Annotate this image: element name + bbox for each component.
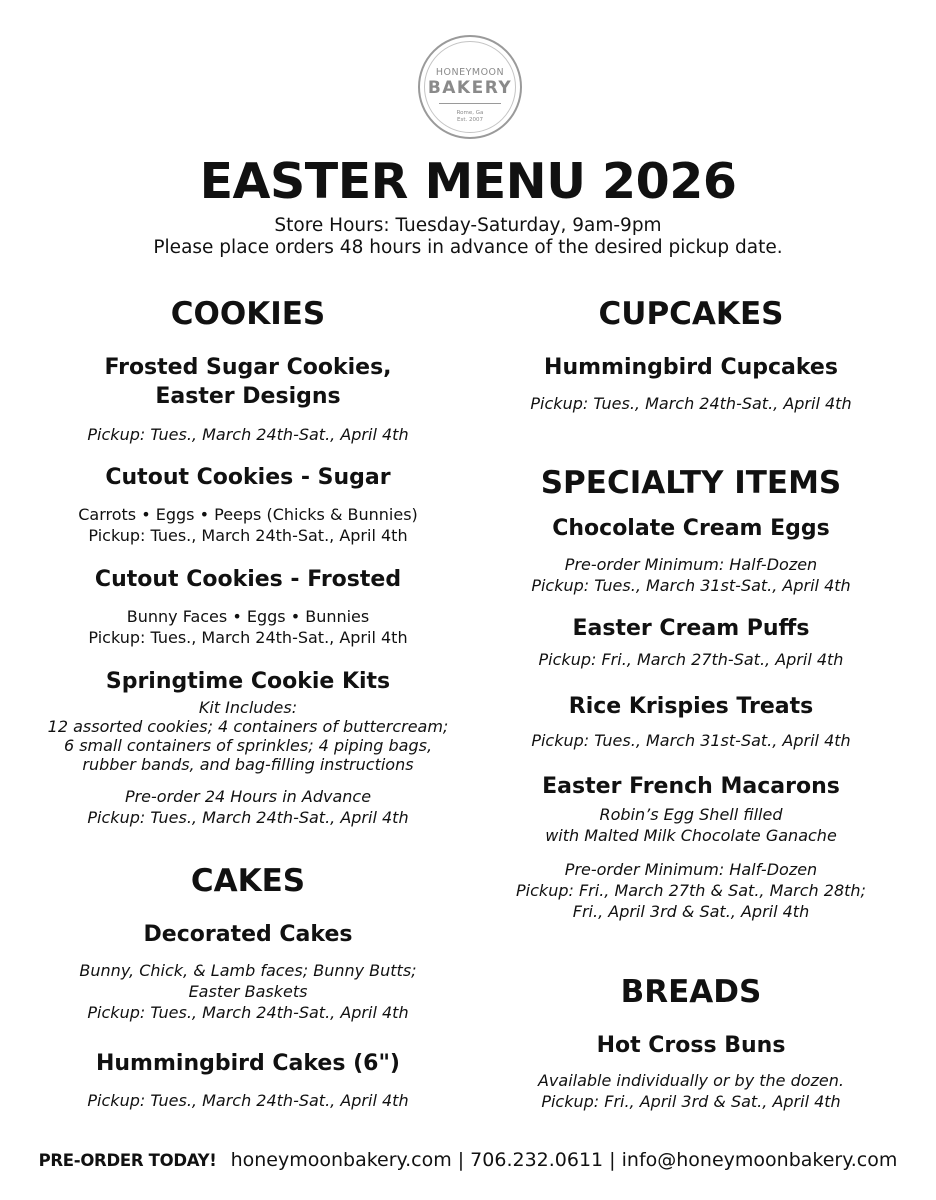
- macarons-order-info: [446, 859, 936, 922]
- rice-krispies-pickup: Pickup: Tues., March 31st-Sat., April 4th: [531, 731, 851, 750]
- cookie-kits-includes-line2: 6 small containers of sprinkles; 4 piping bags,: [63, 736, 433, 755]
- specialty-heading: SPECIALTY ITEMS: [540, 465, 842, 501]
- macarons-desc: [446, 804, 936, 846]
- frosted-sugar-name-line2: Easter Designs: [155, 384, 341, 409]
- bakery-logo: [418, 35, 522, 139]
- macarons-desc-line1: Robin’s Egg Shell filled: [599, 805, 783, 824]
- cookie-kits-name: Springtime Cookie Kits: [105, 669, 391, 694]
- cakes-heading: CAKES: [190, 863, 306, 899]
- decorated-cakes-name: Decorated Cakes: [143, 922, 353, 947]
- decorated-cakes-pickup: Pickup: Tues., March 24th-Sat., April 4th: [87, 1003, 409, 1022]
- footer: [0, 1147, 936, 1174]
- page-title: EASTER MENU 2026: [199, 153, 737, 210]
- macarons-pickup-line2: Fri., April 3rd & Sat., April 4th: [572, 902, 810, 921]
- hummingbird-cupcakes-pickup: Pickup: Tues., March 24th-Sat., April 4th: [530, 394, 852, 413]
- frosted-sugar-name-line1: Frosted Sugar Cookies,: [104, 355, 392, 380]
- cupcakes-heading: CUPCAKES: [598, 296, 784, 332]
- cutout-frosted-options: Bunny Faces • Eggs • Bunnies: [126, 607, 370, 626]
- hot-cross-buns-details: [446, 1070, 936, 1112]
- hot-cross-buns-name: Hot Cross Buns: [596, 1033, 786, 1058]
- hummingbird-cakes-name: Hummingbird Cakes (6"): [95, 1051, 400, 1076]
- cutout-sugar-name: Cutout Cookies - Sugar: [105, 465, 391, 490]
- decorated-cakes-details: [0, 960, 496, 1023]
- advance-notice: Please place orders 48 hours in advance of the desired pickup date.: [153, 237, 783, 258]
- logo-top-text: HONEYMOON: [435, 67, 505, 78]
- cookie-kits-pickup: Pickup: Tues., March 24th-Sat., April 4th: [87, 808, 409, 827]
- store-info: [0, 215, 936, 259]
- hummingbird-cupcakes-name: Hummingbird Cupcakes: [544, 355, 838, 380]
- macarons-minimum: Pre-order Minimum: Half-Dozen: [564, 860, 818, 879]
- hot-cross-buns-desc: Available individually or by the dozen.: [537, 1071, 844, 1090]
- preorder-cta: PRE-ORDER TODAY!: [38, 1151, 217, 1170]
- logo-location: [420, 110, 520, 124]
- cutout-sugar-details: [0, 504, 496, 546]
- hot-cross-buns-pickup: Pickup: Fri., April 3rd & Sat., April 4th: [541, 1092, 841, 1111]
- decorated-cakes-desc-line1: Bunny, Chick, & Lamb faces; Bunny Butts;: [79, 961, 417, 980]
- contact-info[interactable]: honeymoonbakery.com | 706.232.0611 | info@honeymoonbakery.com: [230, 1149, 898, 1171]
- macarons-pickup-line1: Pickup: Fri., March 27th & Sat., March 28th;: [516, 881, 866, 900]
- cream-puffs-name: Easter Cream Puffs: [572, 616, 810, 641]
- breads-heading: BREADS: [620, 974, 762, 1010]
- logo-location-city: Rome, Ga: [456, 110, 484, 116]
- cream-eggs-name: Chocolate Cream Eggs: [552, 516, 830, 541]
- logo-divider: [439, 103, 501, 104]
- hummingbird-cakes-pickup: Pickup: Tues., March 24th-Sat., April 4th: [87, 1091, 409, 1110]
- cookies-heading: COOKIES: [170, 296, 326, 332]
- cookie-kits-includes-line3: rubber bands, and bag-filling instructions: [82, 755, 414, 774]
- cookie-kits-includes: [0, 698, 496, 774]
- cutout-sugar-pickup: Pickup: Tues., March 24th-Sat., April 4th: [88, 526, 408, 545]
- cookie-kits-order-info: [0, 786, 496, 828]
- cream-eggs-details: [446, 554, 936, 596]
- cookie-kits-includes-label: Kit Includes:: [198, 698, 298, 717]
- cookie-kits-includes-line1: 12 assorted cookies; 4 containers of buttercream;: [47, 717, 449, 736]
- frosted-sugar-pickup: Pickup: Tues., March 24th-Sat., April 4th: [87, 425, 409, 444]
- cutout-frosted-pickup: Pickup: Tues., March 24th-Sat., April 4th: [88, 628, 408, 647]
- cutout-frosted-name: Cutout Cookies - Frosted: [94, 567, 402, 592]
- store-hours: Store Hours: Tuesday-Saturday, 9am-9pm: [274, 215, 662, 236]
- cutout-sugar-options: Carrots • Eggs • Peeps (Chicks & Bunnies): [78, 505, 418, 524]
- logo-main-text: BAKERY: [427, 78, 513, 98]
- decorated-cakes-desc-line2: Easter Baskets: [188, 982, 308, 1001]
- cookie-kits-preorder: Pre-order 24 Hours in Advance: [124, 787, 372, 806]
- cutout-frosted-details: [0, 606, 496, 648]
- frosted-sugar-cookies-name: [0, 353, 496, 411]
- cream-puffs-pickup: Pickup: Fri., March 27th-Sat., April 4th: [538, 650, 844, 669]
- cream-eggs-minimum: Pre-order Minimum: Half-Dozen: [564, 555, 818, 574]
- rice-krispies-name: Rice Krispies Treats: [568, 694, 814, 719]
- macarons-desc-line2: with Malted Milk Chocolate Ganache: [545, 826, 837, 845]
- cream-eggs-pickup: Pickup: Tues., March 31st-Sat., April 4th: [531, 576, 851, 595]
- logo-established: Est. 2007: [457, 117, 483, 123]
- macarons-name: Easter French Macarons: [542, 774, 840, 799]
